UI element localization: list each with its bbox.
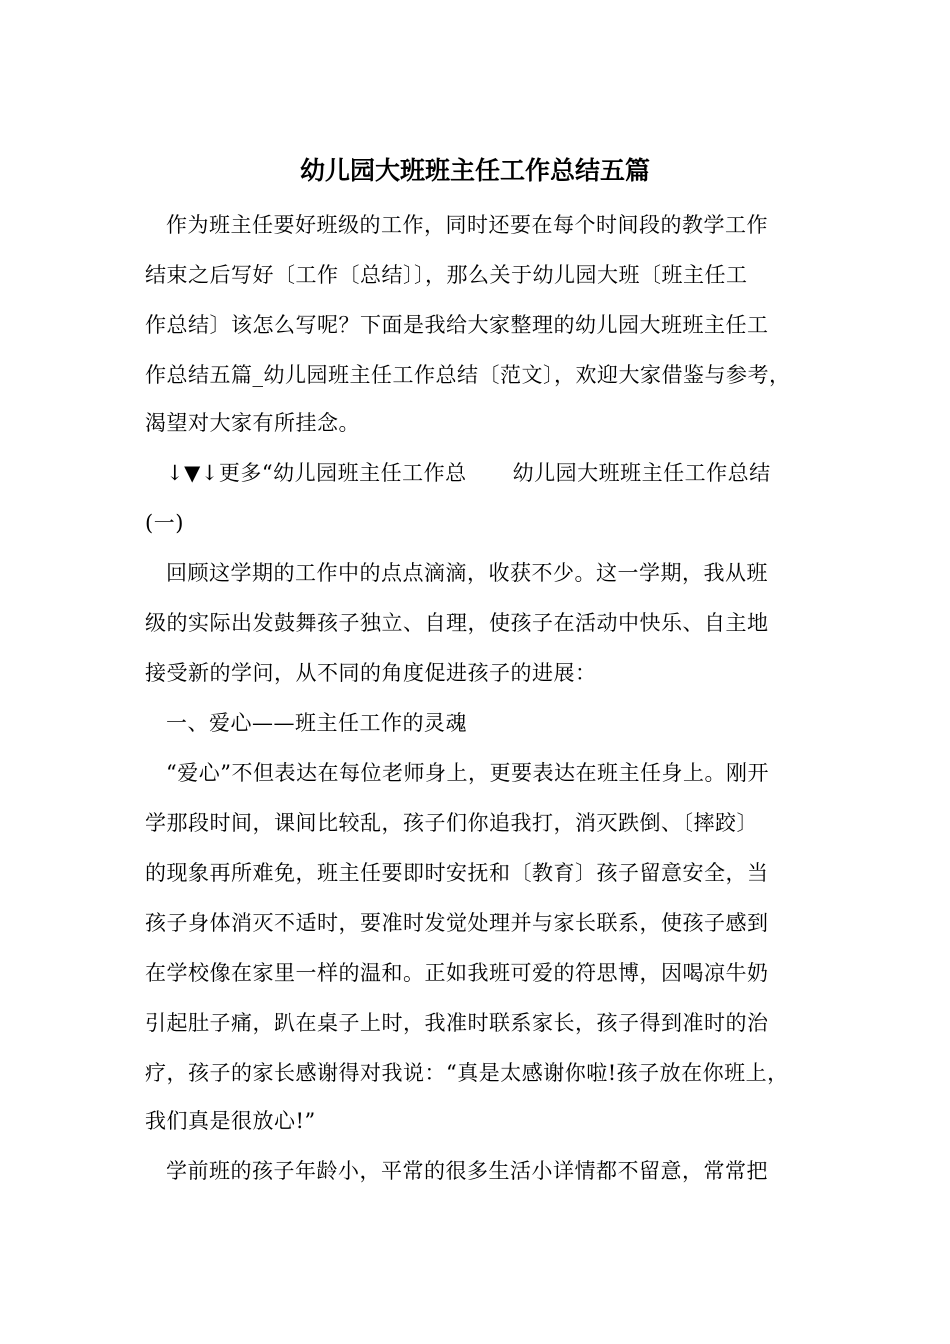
intro-line-1: 作为班主任要好班级的工作，同时还要在每个时间段的教学工作 — [166, 213, 768, 237]
intro-line-4: 作总结五篇_幼儿园班主任工作总结〔范文〕，欢迎大家借鉴与参考， — [145, 363, 791, 387]
love-line-2: 学那段时间，课间比较乱，孩子们你追我打，消灭跌倒、〔摔跤〕 — [145, 811, 758, 835]
preschool-line-1: 学前班的孩子年龄小，平常的很多生活小详情都不留意，常常把 — [166, 1159, 768, 1183]
love-line-8: 我们真是很放心!” — [145, 1109, 316, 1133]
more-link-left[interactable]: ↓▼↓更多“幼儿园班主任工作总 — [166, 461, 467, 485]
more-link-line[interactable] — [166, 458, 846, 488]
document-title: 幼儿园大班班主任工作总结五篇 — [299, 156, 650, 185]
intro-line-2: 结束之后写好〔工作〔总结〕〕，那么关于幼儿园大班〔班主任工 — [145, 263, 748, 287]
love-line-7: 疗，孩子的家长感谢得对我说：“真是太感谢你啦!孩子放在你班上， — [145, 1061, 789, 1085]
section-one-label: (一) — [145, 511, 184, 535]
intro-line-3: 作总结〕该怎么写呢？下面是我给大家整理的幼儿园大班班主任工 — [145, 313, 769, 337]
love-line-1: “爱心”不但表达在每位老师身上，更要表达在班主任身上。刚开 — [166, 761, 769, 785]
love-line-6: 引起肚子痛，趴在桌子上时，我准时联系家长，孩子得到准时的治 — [145, 1011, 769, 1035]
heading-one: 一、爱心——班主任工作的灵魂 — [166, 711, 467, 735]
love-line-5: 在学校像在家里一样的温和。正如我班可爱的符思博，因喝凉牛奶 — [145, 961, 769, 985]
review-line-1: 回顾这学期的工作中的点点滴滴，收获不少。这一学期，我从班 — [166, 561, 768, 585]
review-line-2: 级的实际出发鼓舞孩子独立、自理，使孩子在活动中快乐、自主地 — [145, 611, 769, 635]
intro-line-5: 渴望对大家有所挂念。 — [145, 411, 360, 435]
love-line-4: 孩子身体消灭不适时，要准时发觉处理并与家长联系，使孩子感到 — [145, 911, 769, 935]
review-line-3: 接受新的学问，从不同的角度促进孩子的进展： — [145, 661, 597, 685]
more-link-right[interactable]: 幼儿园大班班主任工作总结 — [512, 461, 771, 485]
love-line-3: 的现象再所难免，班主任要即时安抚和〔教育〕孩子留意安全，当 — [145, 861, 769, 885]
